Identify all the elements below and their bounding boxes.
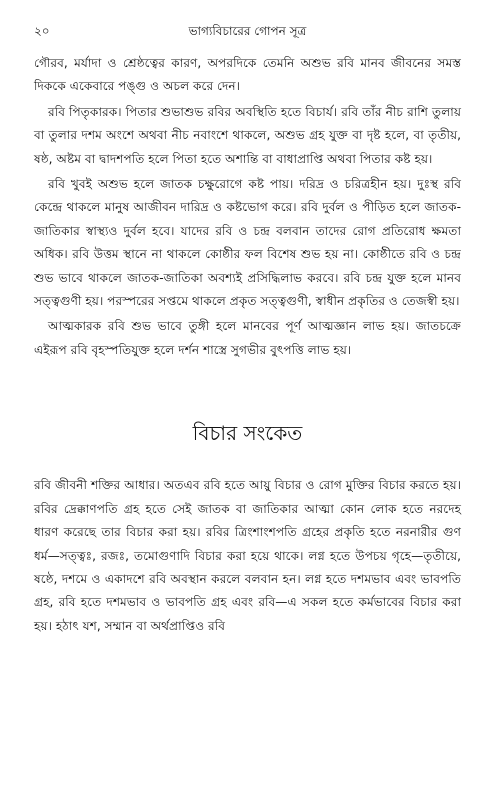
paragraph: আত্মকারক রবি শুভ ভাবে তুঙ্গী হলে মানবের পূর্ণ আত্মজ্ঞান লাভ হয়। জাতচক্রে এইরূপ রবি বৃহস্পতিযুক্ত হলে দর্শন শাস্ত্রে সুগভীর বুৎপত্তি লাভ হয়। [34, 319, 461, 357]
paragraph: গৌরব, মর্যাদা ও শ্রেষ্ঠত্বের কারণ, অপরদিকে তেমনি অশুভ রবি মানব জীবনের সমস্ত দিককে একেবারে পঙ্গু ও অচল করে দেন। [34, 56, 461, 94]
paragraph: রবি জীবনী শক্তির আধার। অতএব রবি হতে আয়ু বিচার ও রোগ মুক্তির বিচার করতে হয়। রবির দ্রেক্কাণপতি গ্রহ হতে সেই জাতক বা জাতিকার আত্মা কোন লোক হতে নরদেহ ধারণ করেছে তার বিচার করা হয়। রবির ত্রিংশাংশপতি গ্রহের প্রকৃতি হতে নরনারীর গুণ ধর্ম—সত্ত্বঃ, রজঃ, তমোগুণাদি বিচার করা হয়ে থাকে। লগ্ন হতে উপচয় গৃহে—তৃতীয়ে, ষষ্ঠে, দশমে ও একাদশে রবি অবস্থান করলে বলবান হন। লগ্ন হতে দশমভাব এবং ভাবপতি গ্রহ, রবি হতে দশমভাব ও ভাবপতি গ্রহ এবং রবি—এ সকল হতে কর্মভাবের বিচার করা হয়। হঠাৎ যশ, সম্মান বা অর্থপ্রাপ্তিও রবি [34, 478, 461, 633]
body-text [34, 52, 461, 362]
paragraph: রবি খুবই অশুভ হলে জাতক চক্ষুরোগে কষ্ট পায়। দরিদ্র ও চরিত্রহীন হয়। দুঃস্থ রবি কেন্দ্রে থাকলে মানুষ আজীবন দারিদ্র ও কষ্টভোগ করে। রবি দুর্বল ও পীড়িত হলে জাতক-জাতিকার স্বাস্থ্যও দুর্বল হবে। যাদের রবি ও চন্দ্র বলবান তাদের রোগ প্রতিরোধ ক্ষমতা অধিক। রবি উত্তম স্থানে না থাকলে কোষ্ঠীর ফল বিশেষ শুভ হয় না। কোষ্ঠীতে রবি ও চন্দ্র শুভ ভাবে থাকলে জাতক-জাতিকা অবশ্যই প্রসিদ্ধিলাভ করবে। রবি চন্দ্র যুক্ত হলে মানব সত্ত্বগুণী হয়। পরস্পরের সপ্তমে থাকলে প্রকৃত সত্ত্বগুণী, স্বাধীন প্রকৃতির ও তেজস্বী হয়। [34, 177, 461, 309]
page-header [34, 20, 461, 42]
paragraph: রবি পিতৃকারক। পিতার শুভাশুভ রবির অবস্থিতি হতে বিচার্য। রবি তাঁর নীচ রাশি তুলায় বা তুলার দশম অংশে অথবা নীচ নবাংশে থাকলে, অশুভ গ্রহ যুক্ত বা দৃষ্ট হলে, বা তৃতীয়, ষষ্ঠ, অষ্টম বা দ্বাদশপতি হলে পিতা হতে অশান্তি বা বাধাপ্রাপ্তি অথবা পিতার কষ্ট হয়। [34, 104, 461, 166]
section-heading: বিচার সংকেত [192, 421, 303, 446]
running-title: ভাগ্যবিচারের গোপন সূত্র [188, 24, 307, 38]
section-body [34, 474, 461, 638]
page-number: ২০ [34, 24, 50, 38]
